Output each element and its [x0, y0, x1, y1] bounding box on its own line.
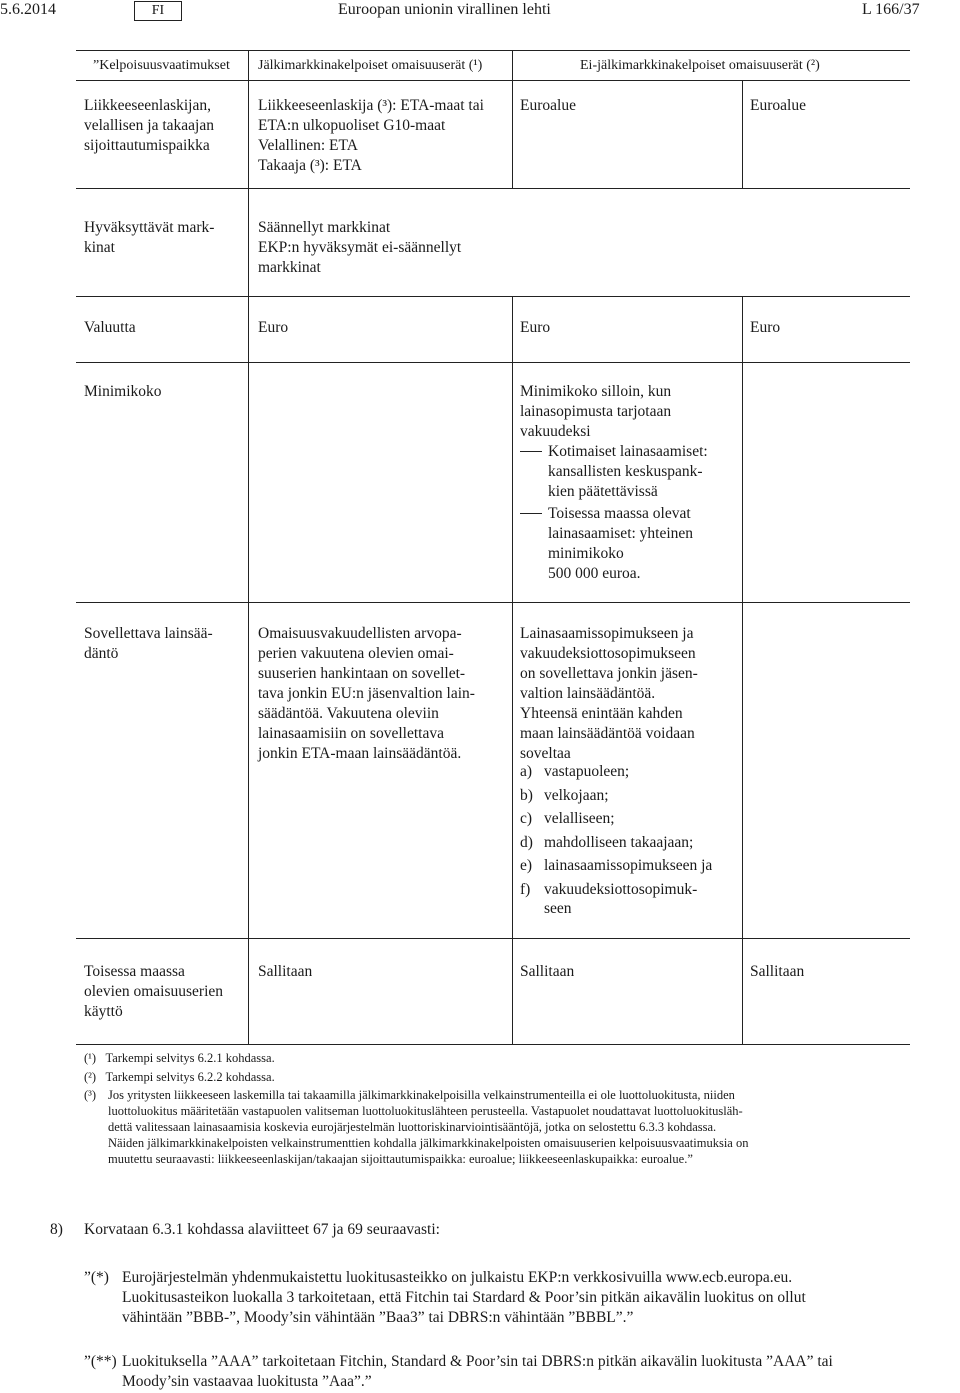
row2-marketable: Säännellyt markkinat EKP:n hyväksymät ei-säännellyt markkinat — [258, 219, 462, 276]
dash-mark — [520, 513, 542, 514]
col-header-criteria: ”Kelpoisuusvaatimukset — [93, 58, 230, 73]
row4-dash-item-foreign: Toisessa maassa olevat lainasaamiset: yhteinen minimikoko 500 000 euroa. — [520, 504, 734, 584]
journal-title: Euroopan unionin virallinen lehti — [338, 1, 551, 18]
table-top-rule — [76, 50, 910, 51]
row5-divider-2 — [512, 602, 513, 938]
law-list-item — [520, 880, 736, 904]
row-rule-4 — [76, 602, 910, 603]
row5-non-marketable: Lainasaamissopimukseen ja vakuudeksiottosopimukseen on sovellettava jonkin jäsen- valtion lainsäädäntöä. Yhteensä enintään kahden maan lainsäädäntöä voidaan soveltaa — [520, 625, 698, 762]
row6-non-marketable-a: Sallitaan — [520, 963, 575, 980]
law-list-key: a) — [520, 763, 533, 780]
footnote-2: (²) Tarkempi selvitys 6.2.2 kohdassa. — [84, 1070, 275, 1084]
row2-label: Hyväksyttävät mark- kinat — [84, 219, 215, 256]
row-rule-2 — [76, 296, 910, 297]
table-bottom-rule — [76, 1044, 910, 1045]
law-list-item — [520, 856, 736, 880]
row1-divider-3 — [742, 80, 743, 188]
law-list-text: mahdolliseen takaajaan; — [544, 833, 694, 851]
table-header-rule — [76, 80, 910, 81]
note-star-mark: ”(*) — [84, 1269, 109, 1286]
row6-divider-2 — [512, 938, 513, 1044]
row4-non-marketable: Minimikoko silloin, kun lainasopimusta tarjotaan vakuudeksi — [520, 383, 672, 440]
law-list-item — [520, 833, 736, 857]
row3-marketable: Euro — [258, 319, 289, 336]
item-text: Korvataan 6.3.1 kohdassa alaviitteet 67 ja 69 seuraavasti: — [84, 1221, 440, 1238]
row6-non-marketable-b: Sallitaan — [750, 963, 805, 980]
note-star-text: Eurojärjestelmän yhdenmukaistettu luokitusasteikko on julkaistu EKP:n verkkosivuilla www.ecb.europa.eu. Luokitusasteikon luokalla 3 tarkoitetaan, että Fitchin tai Stardard & Poor’sin pitkän aikavälin luokitus on ollut vähintään ”BBB-”, Moody’sin vähintään ”Baa3” tai DBRS:n vähintään ”BBBL”.” — [122, 1269, 806, 1326]
law-list-item — [520, 762, 736, 786]
row5-divider-3 — [742, 602, 743, 938]
page-number: L 166/37 — [862, 1, 920, 18]
row-rule-1 — [76, 188, 910, 189]
row1-divider-2 — [512, 80, 513, 188]
law-list-item — [520, 809, 736, 833]
item-number: 8) — [50, 1221, 63, 1238]
col-header-marketable: Jälkimarkkinakelpoiset omaisuuserät (¹) — [258, 58, 483, 73]
row4-dash-item-domestic: Kotimaiset lainasaamiset: kansallisten keskuspank- kien päätettävissä — [520, 442, 734, 502]
col-header-non-marketable: Ei-jälkimarkkinakelpoiset omaisuuserät (²) — [580, 58, 820, 73]
row3-non-marketable-b: Euro — [750, 319, 781, 336]
note-dstar-mark: ”(**) — [84, 1353, 117, 1370]
law-list-key: c) — [520, 810, 533, 827]
row6-divider-3 — [742, 938, 743, 1044]
row6-marketable: Sallitaan — [258, 963, 313, 980]
row3-divider-3 — [742, 296, 743, 362]
row1-non-marketable-b: Euroalue — [750, 97, 806, 114]
publication-date: 5.6.2014 — [0, 1, 56, 18]
law-list-continuation: seen — [544, 900, 572, 917]
column-divider-1 — [248, 50, 249, 1044]
row6-label: Toisessa maassa olevien omaisuuserien käyttö — [84, 963, 224, 1020]
row5-label: Sovellettava lainsää- däntö — [84, 625, 213, 662]
law-list-key: e) — [520, 857, 533, 874]
law-list-key: f) — [520, 880, 531, 898]
row4-divider-3 — [742, 362, 743, 602]
row5-law-list — [520, 762, 736, 919]
law-list-key: d) — [520, 833, 533, 851]
row-rule-5 — [76, 938, 910, 939]
row3-label: Valuutta — [84, 319, 136, 336]
row3-non-marketable-a: Euro — [520, 319, 551, 336]
law-list-text: vakuudeksiottosopimuk- — [544, 880, 698, 898]
row1-non-marketable-a: Euroalue — [520, 97, 576, 114]
row1-label: Liikkeeseenlaskijan, velallisen ja takaajan sijoittautumispaikka — [84, 97, 214, 154]
dash-mark — [520, 451, 542, 452]
law-list-text: velkojaan; — [544, 786, 609, 804]
footnote-1: (¹) Tarkempi selvitys 6.2.1 kohdassa. — [84, 1051, 275, 1065]
footnote-3: Jos yritysten liikkeeseen laskemilla tai takaamilla jälkimarkkinakelpoisilla velkainstrumenteilla ei ole luottoluokitusta, niiden luottoluokitus määritetään vastapuolen valitseman luottoluokituslähteen perusteella. Vastapuolet noudattavat luottoluokitusläh- dettä valitessaan lainasaamisia koskevia eurojärjestelmän luottoriskinarviointisääntöjä, jotka on selostettu 6.3.3 kohdassa. Näiden jälkimarkkinakelpoisten velkainstrumenttien kohdalla jälkimarkkinakelpoisten omaisuuserien kelpoisuusvaatimuksia on muutettu seuraavasti: liikkeeseenlaskijan/takaajan sijoittautumispaikka: euroalue; liikkeeseenlaskupaikka: euroalue.” — [108, 1088, 749, 1166]
header-divider — [512, 50, 513, 80]
row5-marketable: Omaisuusvakuudellisten arvopa- perien vakuutena olevien omai- suuserien hankintaan on sovellet- tava jonkin EU:n jäsenvaltion lain- säädäntöä. Vakuutena oleviin lainasaamisiin on sovellettava jonkin ETA-maan lainsäädäntöä. — [258, 625, 475, 762]
row-rule-3 — [76, 362, 910, 363]
note-dstar-text: Luokituksella ”AAA” tarkoitetaan Fitchin, Standard & Poor’sin tai DBRS:n pitkän aikavälin luokitusta ”AAA” tai Moody’sin vastaavaa luokitusta ”Aaa”.” — [122, 1353, 833, 1390]
law-list-text: velalliseen; — [544, 810, 615, 827]
row4-label: Minimikoko — [84, 383, 162, 400]
footnote-3-mark: (³) — [84, 1088, 97, 1102]
row3-divider-2 — [512, 296, 513, 362]
law-list-text: vastapuoleen; — [544, 763, 630, 780]
language-code: FI — [134, 1, 182, 21]
row1-marketable: Liikkeeseenlaskija (³): ETA-maat tai ETA:n ulkopuoliset G10-maat Velallinen: ETA Takaaja (³): ETA — [258, 97, 484, 174]
law-list-item — [520, 786, 736, 810]
row4-divider-2 — [512, 362, 513, 602]
law-list-key: b) — [520, 786, 533, 804]
law-list-text: lainasaamissopimukseen ja — [544, 857, 713, 874]
